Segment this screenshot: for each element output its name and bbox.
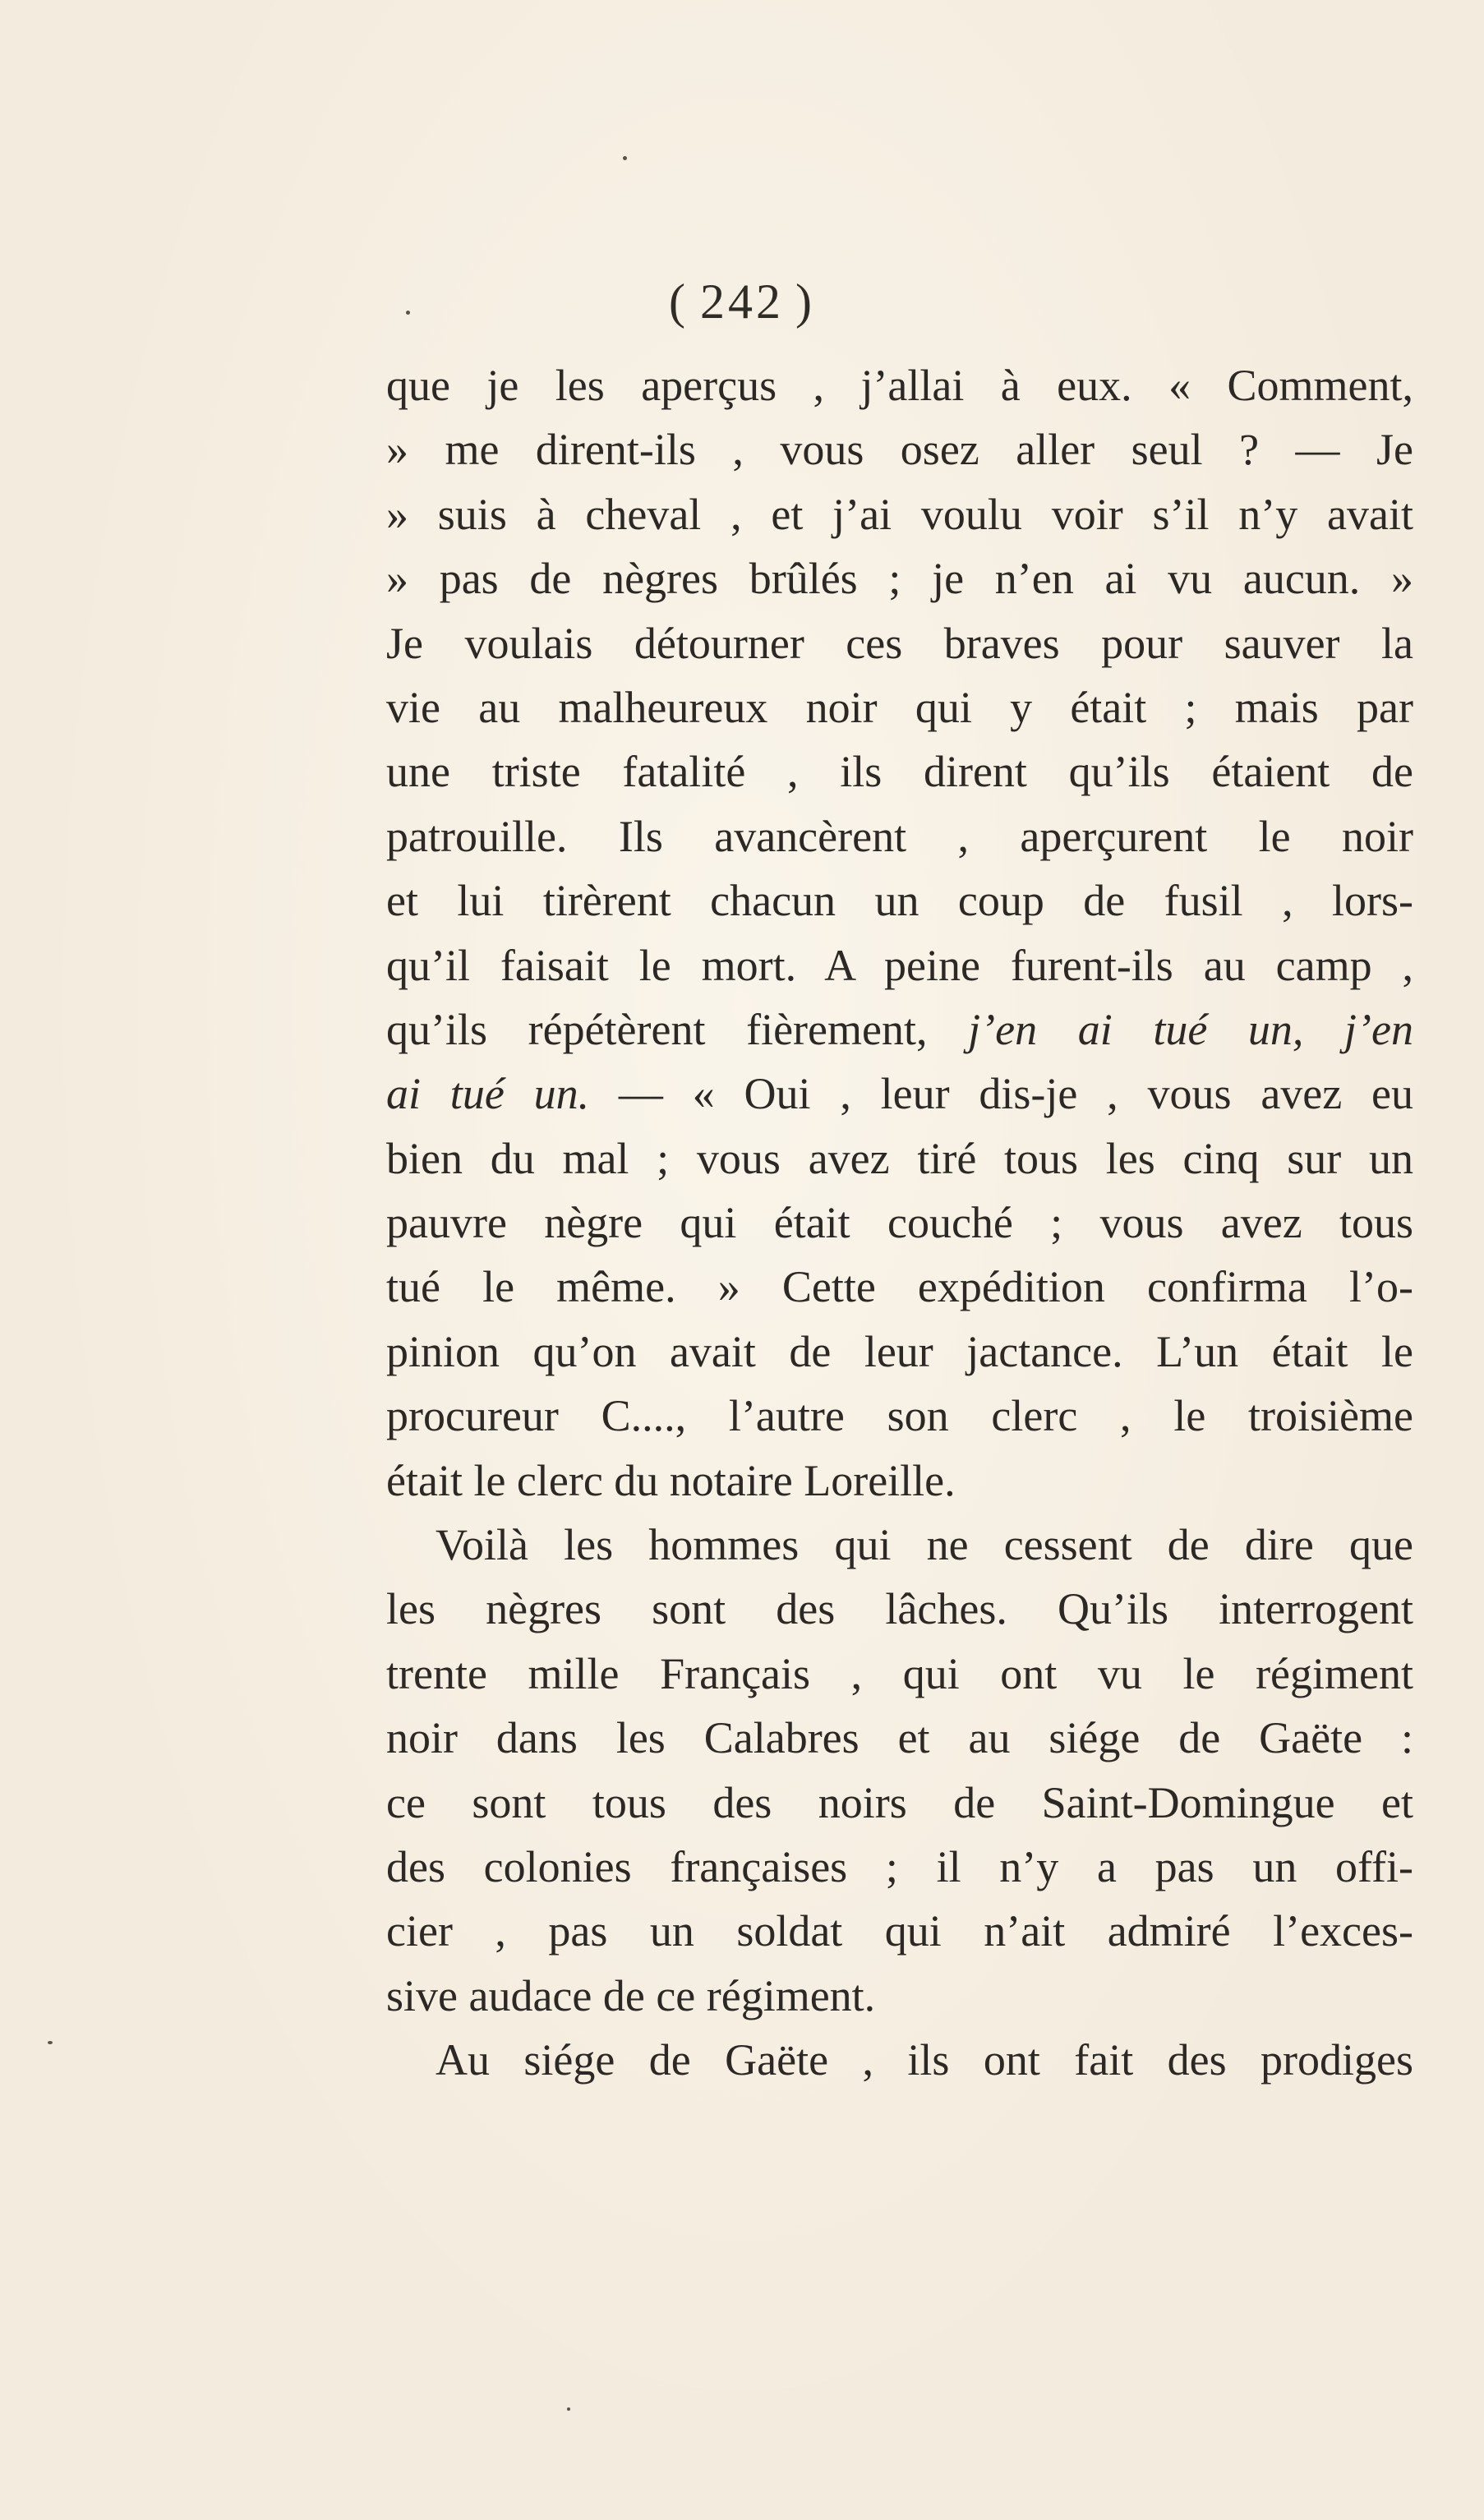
- text-line: vie au malheureux noir qui y était ; mais par: [386, 682, 1413, 732]
- text-line: une triste fatalité , ils dirent qu’ils étaient de: [386, 747, 1413, 797]
- text-line: que je les aperçus , j’allai à eux. « Comment,: [386, 361, 1413, 410]
- text-line: ce sont tous des noirs de Saint-Domingue et: [386, 1777, 1413, 1827]
- text-line: sive audace de ce régiment.: [386, 1970, 876, 2020]
- text-line: des colonies françaises ; il n’y a pas un offi-: [386, 1841, 1413, 1891]
- text-line: Je voulais détourner ces braves pour sauver la: [386, 618, 1413, 668]
- text-line: Au siége de Gaëte , ils ont fait des prodiges: [436, 2035, 1413, 2085]
- text-line: qu’il faisait le mort. A peine furent-ils au camp ,: [386, 940, 1413, 990]
- text-line: était le clerc du notaire Loreille.: [386, 1455, 956, 1505]
- italic-quote: j’en ai tué un, j’en: [968, 1004, 1413, 1054]
- text-line: » me dirent-ils , vous osez aller seul ? — Je: [386, 425, 1413, 475]
- text-line: cier , pas un soldat qui n’ait admiré l’exces-: [386, 1906, 1413, 1956]
- text-line: trente mille Français , qui ont vu le régiment: [386, 1648, 1413, 1698]
- text-line: pinion qu’on avait de leur jactance. L’un était le: [386, 1326, 1413, 1376]
- paper-speck: [48, 2041, 53, 2044]
- text-line: Voilà les hommes qui ne cessent de dire que: [436, 1520, 1413, 1570]
- body-text: [386, 353, 1413, 2093]
- text-line: noir dans les Calabres et au siége de Gaëte :: [386, 1713, 1413, 1763]
- text-segment: — « Oui , leur dis-je , vous avez eu: [618, 1069, 1413, 1119]
- text-line: les nègres sont des lâches. Qu’ils interrogent: [386, 1584, 1413, 1634]
- text-line: bien du mal ; vous avez tiré tous les cinq sur un: [386, 1133, 1413, 1183]
- paper-speck: [567, 2407, 570, 2411]
- text-line: » pas de nègres brûlés ; je n’en ai vu aucun. »: [386, 554, 1413, 604]
- text-line: et lui tirèrent chacun un coup de fusil , lors-: [386, 876, 1413, 926]
- page-number-value: 242: [700, 274, 784, 329]
- text-line: tué le même. » Cette expédition confirma l’o-: [386, 1262, 1413, 1312]
- page-number: ( 242 ): [669, 274, 815, 329]
- text-line: » suis à cheval , et j’ai voulu voir s’il n’y avait: [386, 489, 1413, 539]
- italic-quote: ai tué un.: [386, 1069, 590, 1119]
- text-line: pauvre nègre qui était couché ; vous avez tous: [386, 1198, 1413, 1248]
- text-line: procureur C...., l’autre son clerc , le troisième: [386, 1391, 1413, 1441]
- text-line-with-italic: [386, 1062, 1413, 1126]
- text-line: patrouille. Ils avancèrent , aperçurent le noir: [386, 811, 1413, 861]
- text-line-with-italic: [386, 997, 1413, 1062]
- paper-speck: [623, 156, 627, 160]
- text-segment: qu’ils répétèrent fièrement,: [386, 1004, 928, 1054]
